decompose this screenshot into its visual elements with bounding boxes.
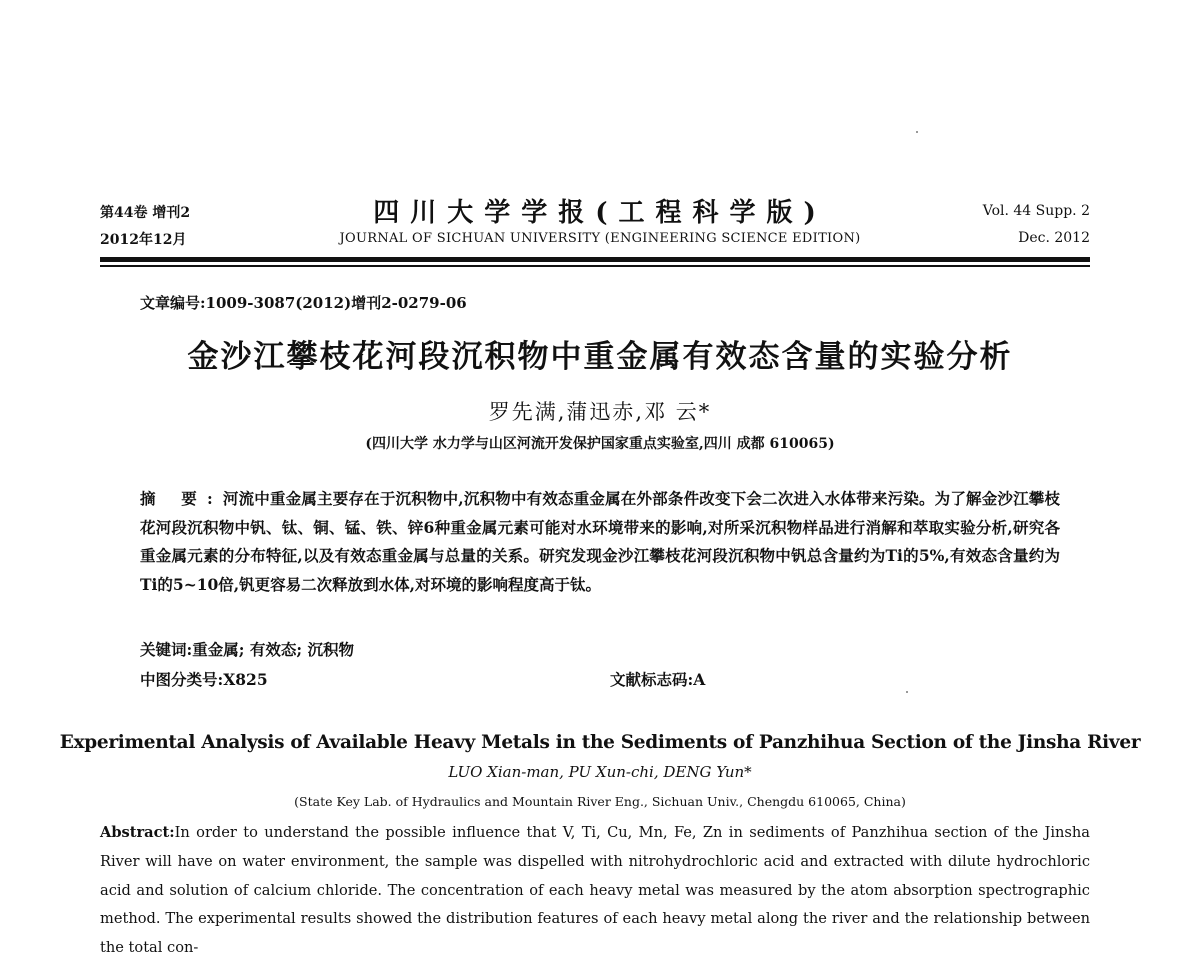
document-code: 文献标志码:A xyxy=(610,670,706,689)
authors-en: LUO Xian-man, PU Xun-chi, DENG Yun* xyxy=(448,763,752,781)
publication-date-en: Dec. 2012 xyxy=(1018,230,1090,246)
keywords-cn: 关键词:重金属; 有效态; 沉积物 xyxy=(140,640,354,659)
abstract-en-text: In order to understand the possible influence that V, Ti, Cu, Mn, Fe, Zn in sediments of Panzhihua section of the Jinsha River will have on water environment, the sample was dispelled with nitrohydrochloric acid and extracted with dilute hydrochloric acid and solution of calcium chloride. The concentration of each heavy metal was measured by the atom absorption spectrographic method. The experimental results showed the distribution features of each heavy metal along the river and the relationship between the total con- xyxy=(100,824,1090,957)
volume-issue-en: Vol. 44 Supp. 2 xyxy=(982,203,1090,219)
affiliation-cn: (四川大学 水力学与山区河流开发保护国家重点实验室,四川 成都 610065) xyxy=(365,436,835,452)
abstract-cn-text: 河流中重金属主要存在于沉积物中,沉积物中有效态重金属在外部条件改变下会二次进入水体带来污染。为了解金沙江攀枝花河段沉积物中钒、钛、铜、锰、铁、锌6种重金属元素可能对水环境带来的影响,对所采沉积物样品进行消解和萃取实验分析,研究各重金属元素的分布特征,以及有效态重金属与总量的关系。研究发现金沙江攀枝花河段沉积物中钒总含量约为Ti的5%,有效态含量约为Ti的5~10倍,钒更容易二次释放到水体,对环境的影响程度高于钛。 xyxy=(140,489,1060,594)
affiliation-en: (State Key Lab. of Hydraulics and Mountain River Eng., Sichuan Univ., Chengdu 610065, China) xyxy=(294,794,906,809)
journal-title-en: JOURNAL OF SICHUAN UNIVERSITY (ENGINEERING SCIENCE EDITION) xyxy=(339,231,861,246)
paper-title-en: Experimental Analysis of Available Heavy Metals in the Sediments of Panzhihua Section of the Jinsha River xyxy=(59,732,1141,753)
scan-speck xyxy=(906,691,908,693)
authors-cn: 罗先满,蒲迅赤,邓 云* xyxy=(488,400,712,424)
scan-speck xyxy=(916,131,918,133)
header-rule-thin xyxy=(100,265,1090,267)
journal-title-cn: 四川大学学报(工程科学版) xyxy=(373,198,827,228)
publication-date-cn: 2012年12月 xyxy=(100,232,187,248)
header-rule-thick xyxy=(100,257,1090,262)
abstract-en-label: Abstract: xyxy=(100,824,175,841)
abstract-cn-label: 摘 要: xyxy=(140,489,223,508)
paper-title-cn: 金沙江攀枝花河段沉积物中重金属有效态含量的实验分析 xyxy=(187,339,1013,375)
volume-issue-cn: 第44卷 增刊2 xyxy=(100,205,191,221)
abstract-en xyxy=(100,819,1090,963)
classification-number: 中图分类号:X825 xyxy=(140,670,268,689)
abstract-cn xyxy=(140,485,1060,599)
article-number: 文章编号:1009-3087(2012)增刊2-0279-06 xyxy=(140,294,467,312)
